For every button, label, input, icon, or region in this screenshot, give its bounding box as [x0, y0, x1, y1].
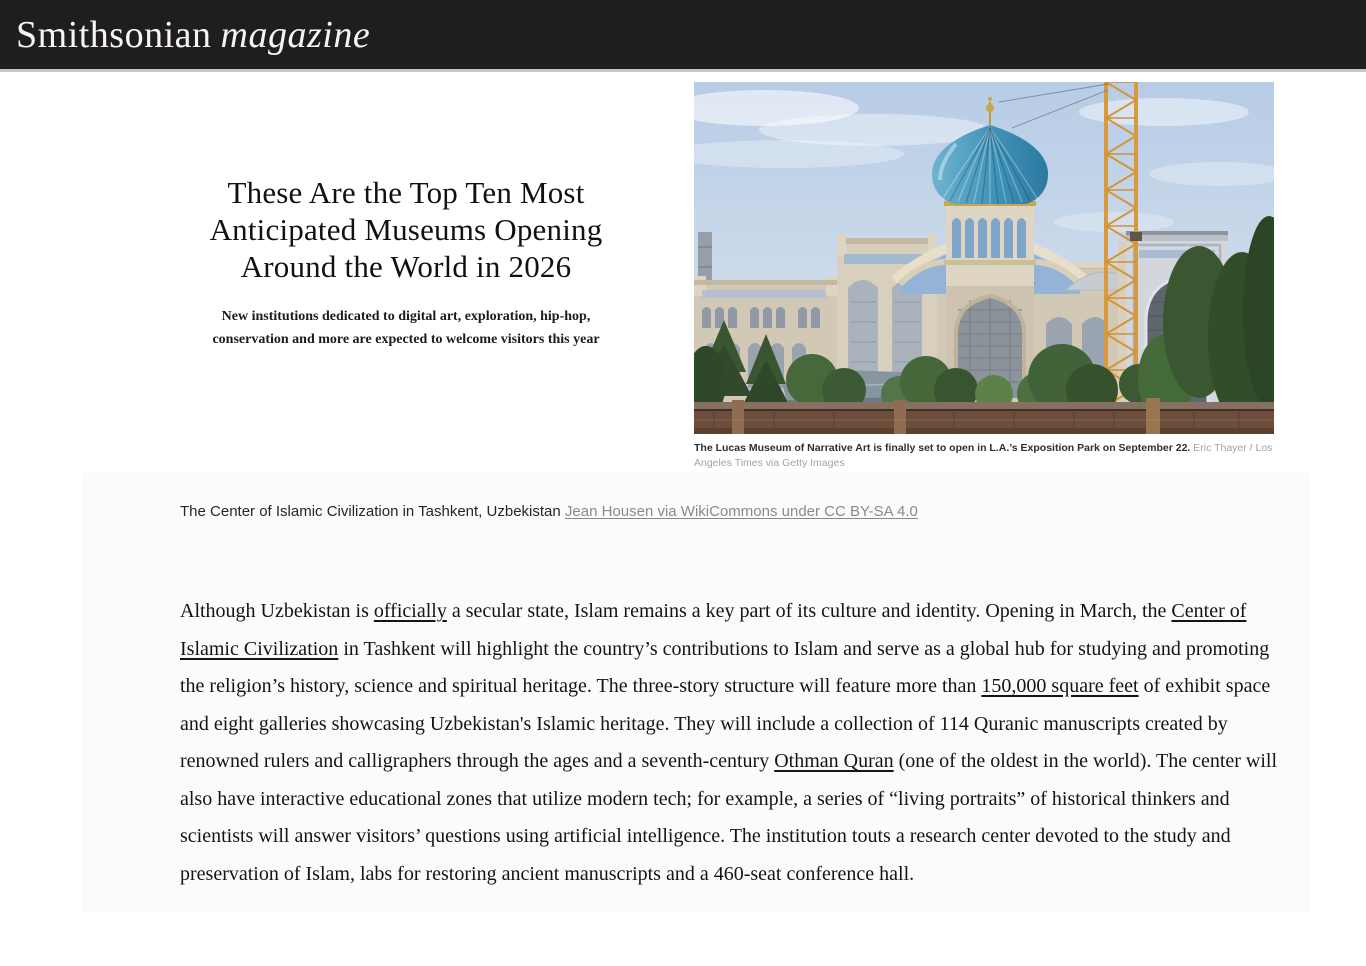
hero-photo-illustration [694, 82, 1274, 434]
headline-block [168, 174, 644, 351]
title-line-2: Anticipated Museums Opening [209, 212, 603, 247]
inline-link[interactable]: officially [373, 600, 447, 622]
brand-name: Smithsonian [16, 13, 212, 56]
hero-image [694, 82, 1274, 434]
masthead [0, 0, 1366, 72]
paragraph-text: a secular state, Islam remains a key part of its culture and identity. Opening in March, the [446, 600, 1172, 622]
brand-suffix: magazine [220, 13, 371, 56]
dome-drum [944, 201, 1036, 288]
inline-link[interactable]: Othman Quran [774, 750, 894, 772]
inline-link[interactable]: Center of Islamic Civilization [180, 600, 1247, 660]
hero-caption [694, 441, 1274, 471]
hero-caption-text: The Lucas Museum of Narrative Art is finally set to open in L.A.’s Exposition Park on September 22. [694, 442, 1191, 454]
smithsonian-logo[interactable] [16, 13, 370, 57]
article-panel [82, 473, 1310, 913]
paragraph-text: of exhibit space and eight galleries showcasing Uzbekistan's Islamic heritage. They will include a collection of 114 Quranic manuscripts created by renowned rulers and calligraphers through the ages and a seventh-century [180, 675, 1271, 772]
article-paragraph [180, 593, 1282, 893]
paragraph-text: (one of the oldest in the world). The center will also have interactive educational zones that utilize modern tech; for example, a series of “living portraits” of historical thinkers and scientists will answer visitors’ questions using artificial intelligence. The institution touts a research center devoted to the study and preservation of Islam, labs for restoring ancient manuscripts and a 460-seat conference hall. [180, 750, 1278, 885]
subtitle-line-2: conservation and more are expected to welcome visitors this year [212, 332, 600, 347]
hero-caption-credit: Eric Thayer / Los Angeles Times via Getty Images [694, 442, 1273, 469]
page-title [168, 174, 644, 285]
figure2-caption-text: The Center of Islamic Civilization in Tashkent, Uzbekistan [180, 503, 565, 520]
figure2-caption [180, 502, 918, 522]
brick-wall [694, 398, 1274, 434]
paragraph-text: Although Uzbekistan is [180, 600, 374, 622]
inline-link[interactable]: 150,000 square feet [981, 675, 1139, 697]
figure2-credit-link[interactable]: Jean Housen via WikiCommons under CC BY-SA 4.0 [564, 503, 918, 520]
paragraph-text: in Tashkent will highlight the country’s contributions to Islam and serve as a global hub for studying and promoting the religion’s history, science and spiritual heritage. The three-story structure will feature more than [180, 637, 1270, 697]
title-line-3: Around the World in 2026 [240, 249, 572, 284]
subtitle-line-1: New institutions dedicated to digital art, exploration, hip-hop, [221, 309, 591, 324]
article-subtitle [168, 305, 644, 351]
title-line-1: These Are the Top Ten Most [227, 175, 585, 210]
